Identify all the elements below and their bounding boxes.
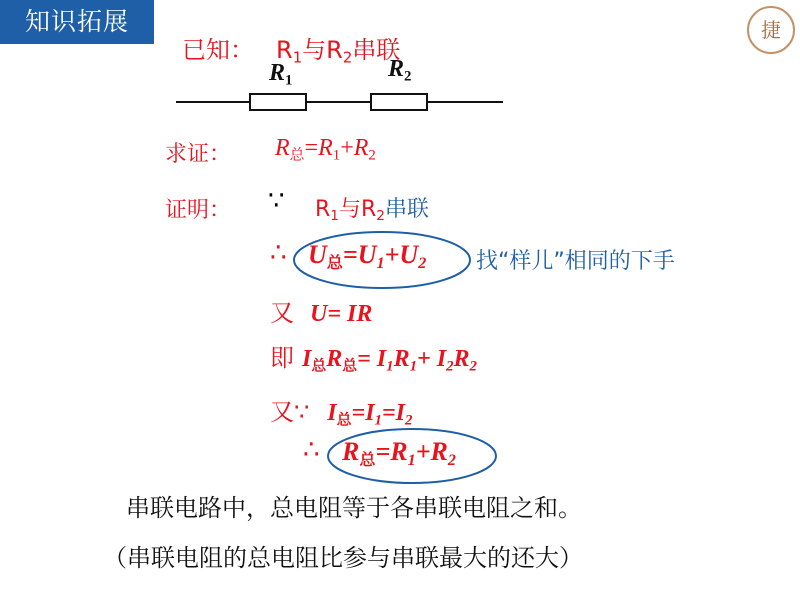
seal-text: 捷 <box>761 18 781 42</box>
step1-mid: 与 <box>338 197 361 222</box>
highlight-ellipse-voltage <box>290 228 474 292</box>
because-symbol: ∵ <box>268 186 285 216</box>
given-tail: 串联 <box>352 36 401 64</box>
conclusion-line-1: 串联电路中，总电阻等于各串联电阻之和。 <box>126 494 582 522</box>
resistor-r2 <box>371 94 427 110</box>
circuit-r1-label: R1 <box>269 60 293 89</box>
proof-label: 证明： <box>165 198 232 223</box>
proof-step-1 <box>315 192 429 224</box>
circuit-r2-label: R2 <box>388 56 412 85</box>
prove-label: 求证： <box>165 142 232 167</box>
given-r1: R1 <box>276 36 303 67</box>
proof-step-5 <box>270 392 412 429</box>
therefore-symbol-1: ∴ <box>270 238 287 268</box>
step3-you: 又 <box>270 299 294 327</box>
ohm-formula: U= IR <box>310 301 373 327</box>
given-mid: 与 <box>302 36 327 64</box>
step4-formula: I总R总= I1R1+ I2R2 <box>302 346 477 375</box>
given-r2: R2 <box>326 36 353 67</box>
step5-formula: I总=I1=I2 <box>327 400 413 429</box>
step1-r1: R1 <box>315 197 339 225</box>
conclusion-line-2: （串联电阻的总电阻比参与串联最大的还大） <box>103 544 583 572</box>
section-badge: 知识拓展 <box>0 0 154 44</box>
resistor-r1 <box>250 94 306 110</box>
highlight-ellipse-result <box>324 425 500 487</box>
proof-step-3 <box>270 293 372 328</box>
hint-note: 找“样儿”相同的下手 <box>476 249 675 274</box>
given-label: 已知： <box>182 36 254 64</box>
step1-tail: 串联 <box>384 197 429 222</box>
therefore-symbol-2: ∴ <box>303 435 320 465</box>
proof-step-6: R总=R1+R2 <box>342 437 456 469</box>
step4-ji: 即 <box>270 344 294 372</box>
step5-you-because: 又∵ <box>270 398 310 426</box>
prove-formula: R总=R1+R2 <box>275 135 376 164</box>
proof-step-2: U总=U1+U2 <box>308 240 427 272</box>
step1-r2: R2 <box>360 197 385 225</box>
proof-step-4 <box>270 338 477 375</box>
